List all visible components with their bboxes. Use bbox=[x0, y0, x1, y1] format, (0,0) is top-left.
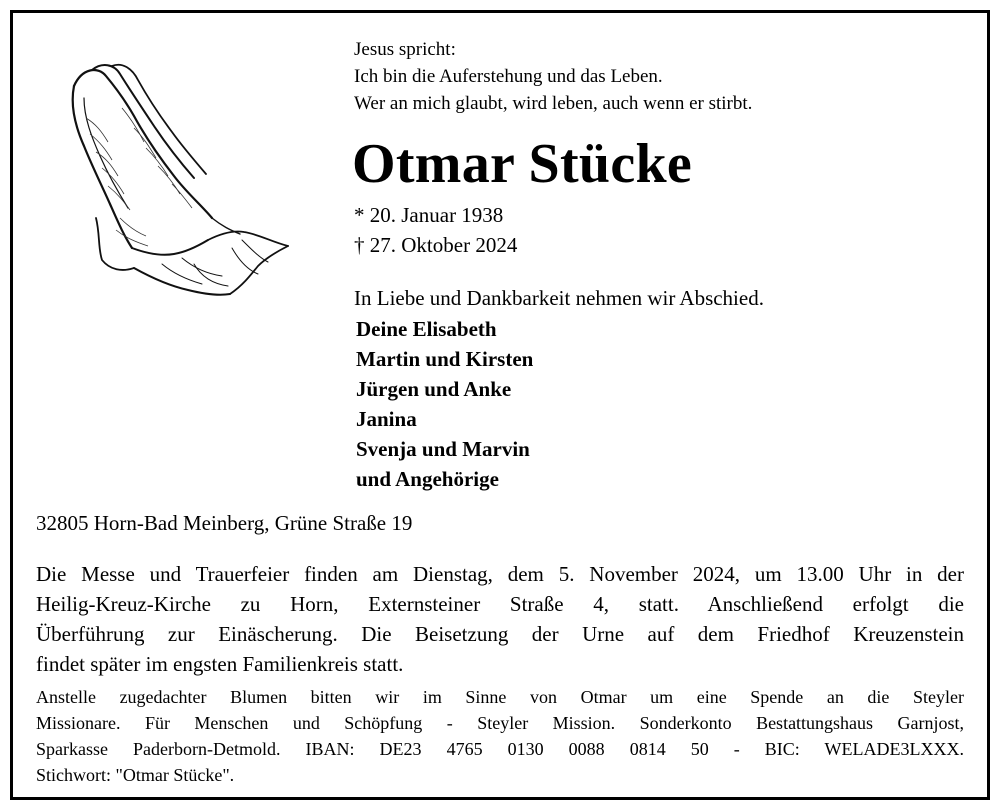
ceremony-line: findet später im engsten Familienkreis statt. bbox=[36, 652, 404, 676]
life-dates bbox=[354, 200, 517, 260]
donation-line: Missionare. Für Menschen und Schöpfung - Steyler Mission. Sonderkonto Bestattungshaus Garnjost, bbox=[36, 713, 964, 733]
verse-line: Wer an mich glaubt, wird leben, auch wenn er stirbt. bbox=[354, 93, 753, 114]
mourner-item: Janina bbox=[356, 407, 417, 431]
mourner-item: und Angehörige bbox=[356, 467, 499, 491]
ceremony-line: Überführung zur Einäscherung. Die Beisetzung der Urne auf dem Friedhof Kreuzenstein bbox=[36, 622, 964, 646]
donation-notice bbox=[36, 684, 964, 788]
birth-date: * 20. Januar 1938 bbox=[354, 203, 504, 227]
verse-line: Ich bin die Auferstehung und das Leben. bbox=[354, 66, 663, 87]
death-date: † 27. Oktober 2024 bbox=[354, 233, 518, 257]
donation-line: Stichwort: "Otmar Stücke". bbox=[36, 765, 235, 785]
mourners-list bbox=[356, 314, 533, 494]
family-address: 32805 Horn-Bad Meinberg, Grüne Straße 19 bbox=[36, 511, 413, 535]
deceased-name: Otmar Stücke bbox=[352, 133, 693, 195]
mourner-item: Martin und Kirsten bbox=[356, 347, 534, 371]
verse-line: Jesus spricht: bbox=[354, 39, 456, 60]
mourner-item: Deine Elisabeth bbox=[356, 317, 497, 341]
praying-hands-icon bbox=[62, 58, 298, 306]
farewell-text: In Liebe und Dankbarkeit nehmen wir Abschied. bbox=[354, 286, 764, 310]
ceremony-line: Die Messe und Trauerfeier finden am Dienstag, dem 5. November 2024, um 13.00 Uhr in der bbox=[36, 562, 964, 586]
bible-verse bbox=[354, 36, 752, 117]
mourner-item: Svenja und Marvin bbox=[356, 437, 530, 461]
donation-line: Sparkasse Paderborn-Detmold. IBAN: DE23 4765 0130 0088 0814 50 - BIC: WELADE3LXXX. bbox=[36, 739, 964, 759]
mourner-item: Jürgen und Anke bbox=[356, 377, 512, 401]
ceremony-line: Heilig-Kreuz-Kirche zu Horn, Externsteiner Straße 4, statt. Anschließend erfolgt die bbox=[36, 592, 964, 616]
ceremony-notice bbox=[36, 559, 964, 679]
donation-line: Anstelle zugedachter Blumen bitten wir im Sinne von Otmar um eine Spende an die Steyler bbox=[36, 687, 964, 707]
